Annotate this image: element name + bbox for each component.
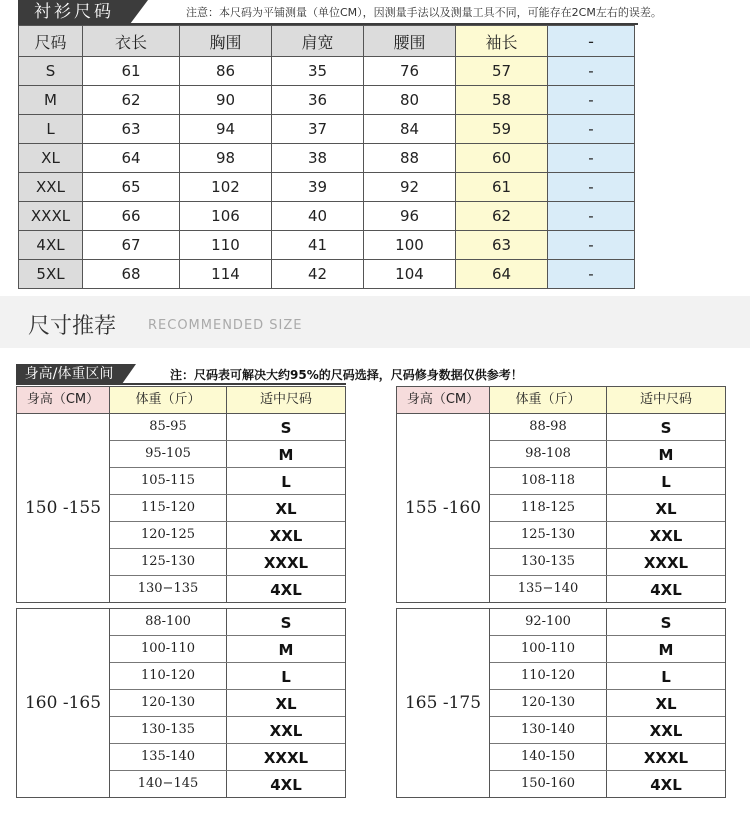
fit-size: 4XL: [270, 581, 302, 599]
measurement-cell: -: [548, 173, 635, 202]
measurement-cell: 62: [83, 86, 180, 115]
weight-range: 110-120: [490, 663, 607, 689]
weight-range: 100-110: [490, 636, 607, 662]
weight-range: 130-135: [110, 717, 227, 743]
table-row: [19, 202, 635, 231]
height-range: 165 -175: [397, 609, 490, 797]
table-row: [110, 549, 345, 576]
table-row: [19, 144, 635, 173]
weight-range: 88-100: [110, 609, 227, 635]
fit-size: XXL: [649, 527, 683, 545]
measurement-cell: 100: [364, 231, 456, 260]
table-row: [490, 663, 725, 690]
table-row: [110, 663, 345, 690]
recommend-subtitle: RECOMMENDED SIZE: [148, 318, 303, 333]
header-shoulder: 肩宽: [272, 26, 364, 57]
header-length: 衣长: [83, 26, 180, 57]
measurement-cell: 90: [180, 86, 272, 115]
size-cell: S: [19, 57, 83, 86]
weight-range: 100-110: [110, 636, 227, 662]
table-row: [110, 609, 345, 636]
weight-range: 125-130: [110, 549, 227, 575]
table-row: [110, 771, 345, 797]
measurement-cell: -: [548, 115, 635, 144]
size-recommend-panel: [16, 608, 346, 798]
measurement-cell: 66: [83, 202, 180, 231]
fit-size: S: [660, 419, 672, 437]
measurement-cell: 65: [83, 173, 180, 202]
measurement-cell: 42: [272, 260, 364, 289]
table-header-row: [19, 26, 635, 57]
table-row: [490, 495, 725, 522]
table-row: [110, 717, 345, 744]
table-row: [490, 771, 725, 797]
size-cell: 5XL: [19, 260, 83, 289]
table-row: [490, 609, 725, 636]
weight-range: 120-130: [490, 690, 607, 716]
size-cell: XXL: [19, 173, 83, 202]
measurement-cell: 63: [456, 231, 548, 260]
measurement-cell: 38: [272, 144, 364, 173]
fit-size: XL: [655, 695, 677, 713]
size-cell: L: [19, 115, 83, 144]
measurement-cell: -: [548, 260, 635, 289]
measurement-cell: -: [548, 86, 635, 115]
fit-size: M: [658, 446, 674, 464]
weight-range: 125-130: [490, 522, 607, 548]
table-row: [110, 495, 345, 522]
weight-range: 140−145: [110, 771, 227, 797]
weight-range: 130-135: [490, 549, 607, 575]
weight-range: 118-125: [490, 495, 607, 521]
measurement-cell: 102: [180, 173, 272, 202]
table-row: [490, 522, 725, 549]
fit-size: XXL: [269, 527, 303, 545]
fit-size: XXXL: [263, 749, 309, 767]
header-weight: 体重（斤）: [110, 387, 227, 413]
fit-size: XL: [655, 500, 677, 518]
header-size: 尺码: [19, 26, 83, 57]
recommend-note: 注：尺码表可解决大约95%的尺码选择，尺码修身数据仅供参考！: [170, 368, 523, 382]
table-row: [110, 522, 345, 549]
measurement-cell: 68: [83, 260, 180, 289]
header-fit-size: 适中尺码: [259, 392, 312, 407]
weight-range: 135−140: [490, 576, 607, 602]
weight-range: 135-140: [110, 744, 227, 770]
weight-range: 108-118: [490, 468, 607, 494]
size-cell: 4XL: [19, 231, 83, 260]
measurement-cell: 62: [456, 202, 548, 231]
measurement-cell: 67: [83, 231, 180, 260]
measurement-cell: 104: [364, 260, 456, 289]
measurement-cell: -: [548, 202, 635, 231]
fit-size: L: [281, 473, 291, 491]
height-weight-label: 身高/体重区间: [16, 364, 122, 384]
fit-size: XXL: [269, 722, 303, 740]
table-row: [110, 468, 345, 495]
fit-size: M: [278, 446, 294, 464]
weight-range: 115-120: [110, 495, 227, 521]
measurement-cell: 88: [364, 144, 456, 173]
fit-size: XL: [275, 500, 297, 518]
header-chest: 胸围: [180, 26, 272, 57]
measurement-cell: 59: [456, 115, 548, 144]
measurement-cell: 84: [364, 115, 456, 144]
measurement-cell: 98: [180, 144, 272, 173]
header-weight: 体重（斤）: [490, 387, 607, 413]
height-range: 155 -160: [397, 414, 490, 602]
table-row: [490, 690, 725, 717]
shirt-size-label: 衬衫尺码: [18, 0, 130, 24]
fit-size: M: [658, 641, 674, 659]
fit-size: XXXL: [643, 554, 689, 572]
size-cell: XL: [19, 144, 83, 173]
measurement-cell: 76: [364, 57, 456, 86]
weight-range: 150-160: [490, 771, 607, 797]
table-row: [110, 636, 345, 663]
measurement-note: 注意：本尺码为平铺测量（单位CM），因测量手法以及测量工具不同，可能存在2CM左右的误差。: [186, 6, 662, 19]
measurement-cell: 57: [456, 57, 548, 86]
weight-range: 130−135: [110, 576, 227, 602]
table-row: [19, 115, 635, 144]
label-tail-decoration: [130, 0, 148, 24]
shirt-size-table: [18, 25, 635, 289]
table-row: [490, 636, 725, 663]
table-row: [110, 414, 345, 441]
header-waist: 腰围: [364, 26, 456, 57]
weight-range: 120-125: [110, 522, 227, 548]
table-row: [490, 414, 725, 441]
recommend-title: 尺寸推荐: [28, 314, 117, 339]
fit-size: 4XL: [270, 776, 302, 794]
measurement-cell: 36: [272, 86, 364, 115]
weight-range: 95-105: [110, 441, 227, 467]
measurement-cell: -: [548, 57, 635, 86]
size-recommend-panel: [396, 608, 726, 798]
fit-size: XXXL: [643, 749, 689, 767]
height-range: 150 -155: [17, 414, 110, 602]
fit-size: S: [280, 419, 292, 437]
header-fit-size: 适中尺码: [639, 392, 692, 407]
table-row: [19, 57, 635, 86]
fit-size: S: [280, 614, 292, 632]
panel-header: [397, 387, 725, 414]
measurement-cell: -: [548, 144, 635, 173]
measurement-cell: 61: [83, 57, 180, 86]
table-row: [490, 549, 725, 576]
table-row: [110, 576, 345, 602]
measurement-cell: 40: [272, 202, 364, 231]
fit-size: XXL: [649, 722, 683, 740]
measurement-cell: 41: [272, 231, 364, 260]
measurement-cell: 64: [456, 260, 548, 289]
weight-range: 98-108: [490, 441, 607, 467]
measurement-cell: -: [548, 231, 635, 260]
table-row: [490, 468, 725, 495]
table-row: [110, 744, 345, 771]
measurement-cell: 64: [83, 144, 180, 173]
fit-size: M: [278, 641, 294, 659]
fit-size: L: [281, 668, 291, 686]
table-row: [19, 231, 635, 260]
size-recommend-panel: [16, 386, 346, 603]
fit-size: XXXL: [263, 554, 309, 572]
header-height: 身高（CM）: [397, 387, 490, 413]
table-row: [110, 441, 345, 468]
weight-range: 85-95: [110, 414, 227, 440]
table-row: [110, 690, 345, 717]
fit-size: L: [661, 668, 671, 686]
fit-size: L: [661, 473, 671, 491]
table-row: [19, 173, 635, 202]
table-row: [490, 441, 725, 468]
label-tail-decoration: [122, 364, 136, 384]
measurement-cell: 37: [272, 115, 364, 144]
panel-header: [17, 387, 345, 414]
size-cell: M: [19, 86, 83, 115]
size-recommend-panel: [396, 386, 726, 603]
weight-range: 110-120: [110, 663, 227, 689]
measurement-cell: 110: [180, 231, 272, 260]
header-height: 身高（CM）: [17, 387, 110, 413]
measurement-cell: 58: [456, 86, 548, 115]
size-cell: XXXL: [19, 202, 83, 231]
divider: [16, 383, 346, 385]
measurement-cell: 39: [272, 173, 364, 202]
header-extra: -: [548, 26, 635, 57]
fit-size: 4XL: [650, 581, 682, 599]
measurement-cell: 80: [364, 86, 456, 115]
measurement-cell: 96: [364, 202, 456, 231]
table-row: [19, 260, 635, 289]
measurement-cell: 94: [180, 115, 272, 144]
table-row: [490, 744, 725, 771]
table-row: [490, 576, 725, 602]
fit-size: XL: [275, 695, 297, 713]
fit-size: S: [660, 614, 672, 632]
measurement-cell: 63: [83, 115, 180, 144]
weight-range: 105-115: [110, 468, 227, 494]
measurement-cell: 35: [272, 57, 364, 86]
weight-range: 120-130: [110, 690, 227, 716]
header-sleeve: 袖长: [456, 26, 548, 57]
weight-range: 92-100: [490, 609, 607, 635]
height-range: 160 -165: [17, 609, 110, 797]
weight-range: 88-98: [490, 414, 607, 440]
weight-range: 140-150: [490, 744, 607, 770]
fit-size: 4XL: [650, 776, 682, 794]
measurement-cell: 60: [456, 144, 548, 173]
measurement-cell: 114: [180, 260, 272, 289]
measurement-cell: 92: [364, 173, 456, 202]
measurement-cell: 61: [456, 173, 548, 202]
table-row: [490, 717, 725, 744]
measurement-cell: 86: [180, 57, 272, 86]
weight-range: 130-140: [490, 717, 607, 743]
table-row: [19, 86, 635, 115]
measurement-cell: 106: [180, 202, 272, 231]
